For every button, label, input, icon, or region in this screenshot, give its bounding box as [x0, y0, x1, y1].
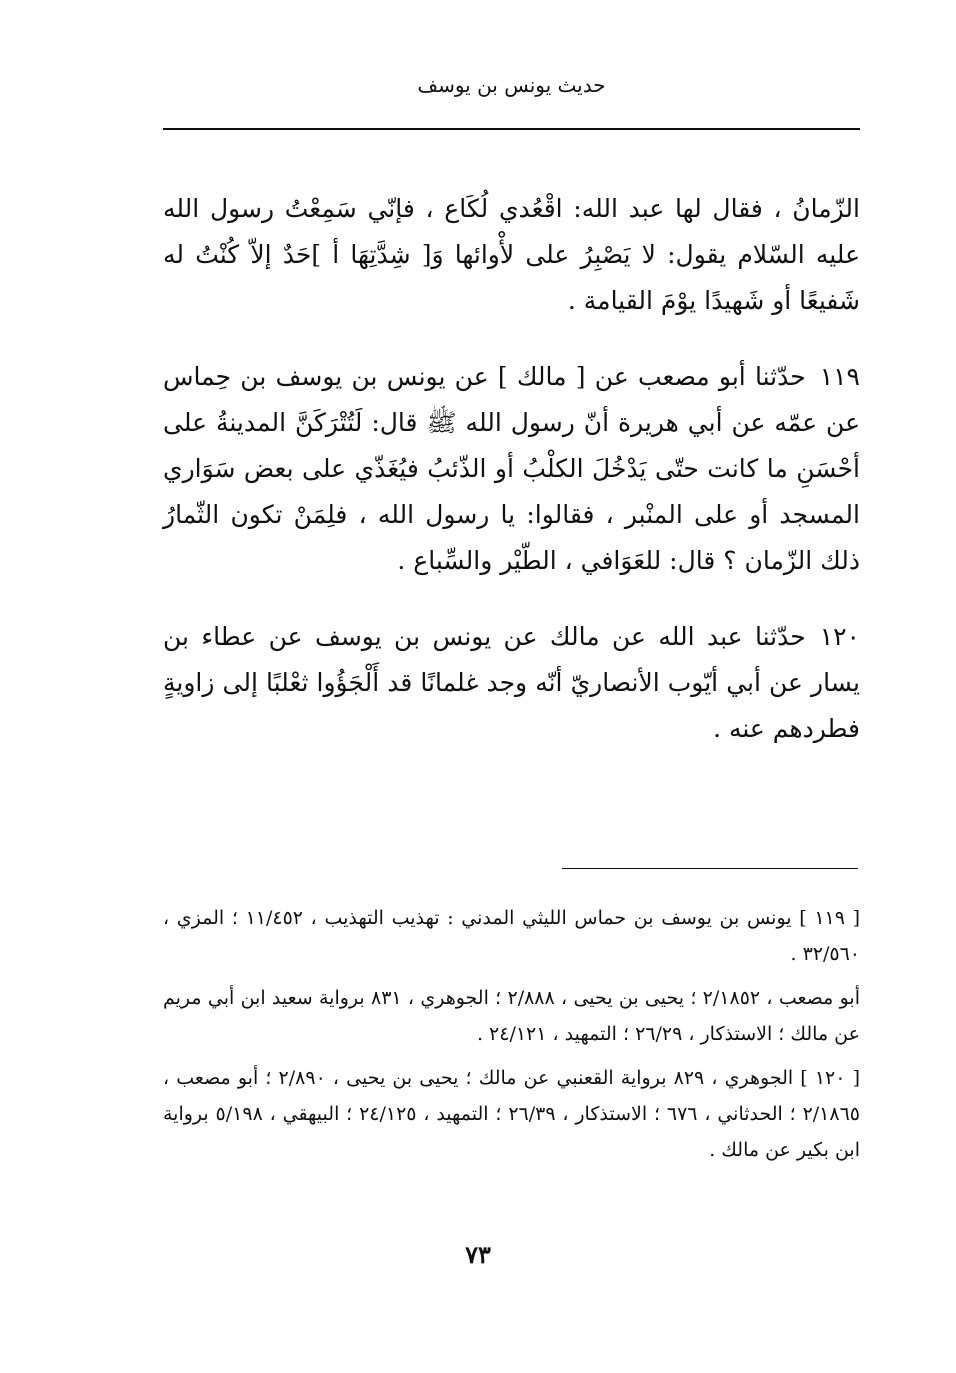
- hadith-number: ١٢٠: [819, 622, 860, 651]
- hadith-119: [163, 354, 860, 584]
- paragraph-text: حدّثنا عبد الله عن مالك عن يونس بن يوسف عن عطاء بن يسار عن أبي أيّوب الأنصاريّ أنّه وجد غلمانًا قد أَلْجَؤُوا ثعْلبًا إلى زاويةٍ فطردهم عنه .: [163, 622, 860, 743]
- paragraph-continuation: [163, 186, 860, 324]
- paragraph-text: الزّمانُ ، فقال لها عبد الله: اقْعُدي لُكَاع ، فإنّي سَمِعْتُ رسول الله عليه السّلام يقول: لا يَصْبِرُ على لأْوائها وَ[ شِدَّتِهَا أ ]حَدٌ إلاّ كُنْتُ له شَفيعًا أو شَهيدًا يوْمَ القيامة .: [163, 194, 860, 315]
- footnote-119-sources: أبو مصعب ، ٢/١٨٥٢ ؛ يحيى بن يحيى ، ٢/٨٨٨ ؛ الجوهري ، ٨٣١ برواية سعيد ابن أبي مريم عن مالك ؛ الاستذكار ، ٢٦/٢٩ ؛ التمهيد ، ٢٤/١٢١ .: [163, 987, 860, 1045]
- hadith-number: ١١٩: [819, 362, 860, 391]
- footnote-rule: [562, 868, 858, 869]
- footnotes: [163, 900, 860, 1168]
- footnote-119-bio: [ ١١٩ ] يونس بن يوسف بن حماس الليثي المدني : تهذيب التهذيب ، ١١/٤٥٢ ؛ المزي ، ٣٢/٥٦٠ .: [163, 907, 861, 965]
- header-rule: [163, 128, 860, 130]
- page-number: ٧٣: [465, 1240, 491, 1269]
- paragraph-text: حدّثنا أبو مصعب عن [ مالك ] عن يونس بن يوسف بن حِماس عن عمّه عن أبي هريرة أنّ رسول الله ﷺ قال: لَتُتْرَكَنَّ المدينةُ على أحْسَنِ ما كانت حتّى يَدْخُلَ الكلْبُ أو الذّئبُ فيُغَذّي على بعض سَوَاري المسجد أو على المنْبر ، فقالوا: يا رسول الله ، فلِمَنْ تكون الثّمارُ ذلك الزّمان ؟ قال: للعَوَافي ، الطّيْر والسِّباع .: [163, 362, 860, 575]
- running-head: حديث يونس بن يوسف: [417, 73, 606, 97]
- hadith-120: [163, 614, 860, 752]
- footnote-120-sources: [ ١٢٠ ] الجوهري ، ٨٢٩ برواية القعنبي عن مالك ؛ يحيى بن يحيى ، ٢/٨٩٠ ؛ أبو مصعب ، ٢/١٨٦٥ ؛ الحدثاني ، ٦٧٦ ؛ الاستذكار ، ٢٦/٣٩ ؛ التمهيد ، ٢٤/١٢٥ ؛ البيهقي ، ٥/١٩٨ برواية ابن بكير عن مالك .: [163, 1067, 861, 1161]
- main-text: [163, 186, 860, 752]
